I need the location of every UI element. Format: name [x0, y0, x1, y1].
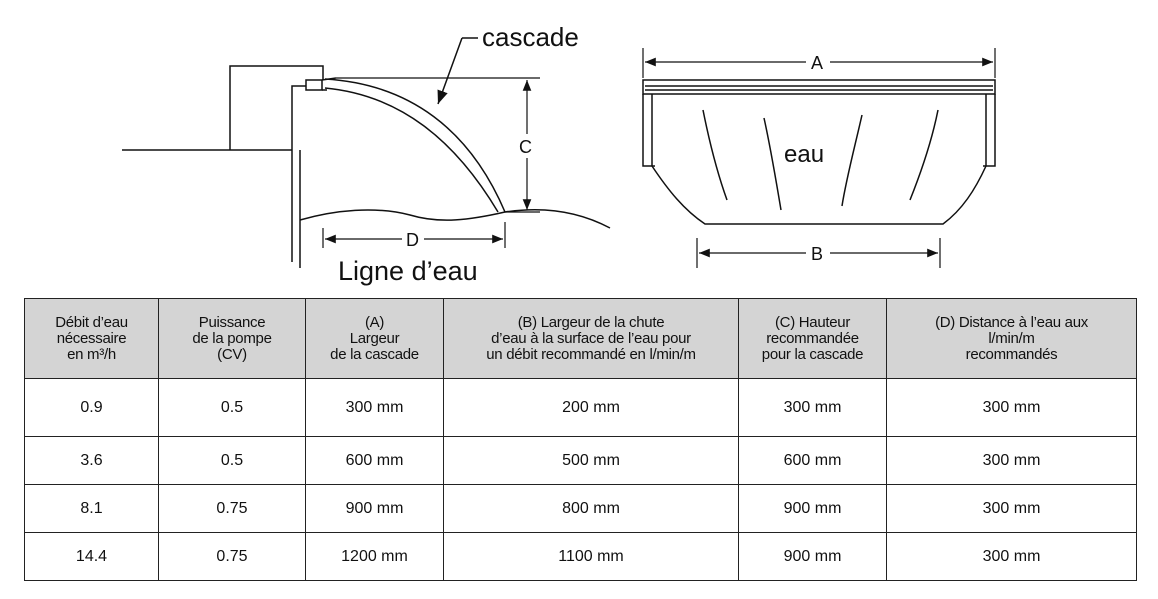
header-height: (C) Hauteur recommandée pour la cascade	[739, 299, 887, 379]
header-flow-rate: Débit d’eau nécessaire en m³/h	[25, 299, 159, 379]
header-pump-power: Puissance de la pompe (CV)	[159, 299, 306, 379]
table-cell: 0.75	[159, 533, 306, 581]
table-cell: 600 mm	[306, 437, 444, 485]
dim-c-label: C	[519, 137, 532, 157]
table-cell: 900 mm	[306, 485, 444, 533]
header-fall-width: (B) Largeur de la chute d’eau à la surface de l’eau pour un débit recommandé en l/min/m	[444, 299, 739, 379]
table-row	[25, 485, 1137, 533]
dimension-c	[336, 78, 540, 212]
table-cell: 0.75	[159, 485, 306, 533]
water-line-label: Ligne d’eau	[338, 256, 478, 286]
table-row	[25, 437, 1137, 485]
cascade-callout	[438, 38, 478, 104]
waterfall-diagram	[0, 0, 1158, 290]
table-header-row	[25, 299, 1137, 379]
table-cell: 500 mm	[444, 437, 739, 485]
cascade-label: cascade	[482, 22, 579, 52]
water-label: eau	[784, 141, 825, 168]
table-cell: 300 mm	[887, 533, 1137, 581]
table-cell: 3.6	[25, 437, 159, 485]
side-view	[122, 66, 610, 268]
table-cell: 0.5	[159, 379, 306, 437]
table-cell: 1200 mm	[306, 533, 444, 581]
dim-d-label: D	[406, 230, 419, 250]
header-distance: (D) Distance à l’eau aux l/min/m recommandés	[887, 299, 1137, 379]
table-cell: 300 mm	[887, 485, 1137, 533]
specs-table	[24, 298, 1137, 581]
table-cell: 900 mm	[739, 533, 887, 581]
dim-b-label: B	[811, 244, 824, 264]
dim-a-label: A	[811, 53, 824, 73]
table-cell: 200 mm	[444, 379, 739, 437]
table-cell: 600 mm	[739, 437, 887, 485]
table-cell: 14.4	[25, 533, 159, 581]
table-cell: 300 mm	[306, 379, 444, 437]
table-cell: 800 mm	[444, 485, 739, 533]
table-row	[25, 379, 1137, 437]
table-cell: 900 mm	[739, 485, 887, 533]
table-cell: 300 mm	[887, 379, 1137, 437]
header-cascade-width: (A) Largeur de la cascade	[306, 299, 444, 379]
table-row	[25, 533, 1137, 581]
table-cell: 300 mm	[739, 379, 887, 437]
table-cell: 0.5	[159, 437, 306, 485]
table-cell: 8.1	[25, 485, 159, 533]
table-cell: 1100 mm	[444, 533, 739, 581]
table-cell: 300 mm	[887, 437, 1137, 485]
table-cell: 0.9	[25, 379, 159, 437]
